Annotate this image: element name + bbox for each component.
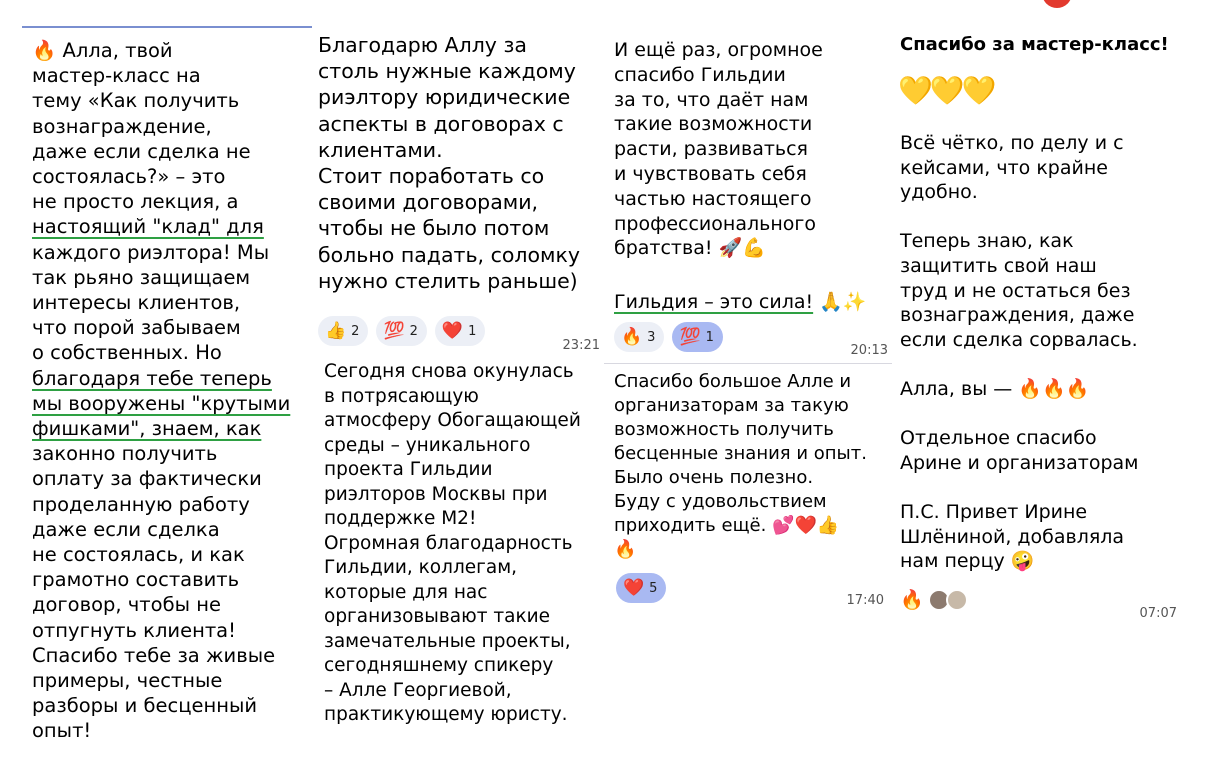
text-line: организаторам за такую — [614, 395, 849, 416]
reaction-emoji: ❤️ — [623, 577, 645, 598]
text-line: если сделка сорвалась. — [900, 328, 1138, 351]
reaction-emoji: 💯 — [679, 326, 701, 347]
text-line: фишками", знаем, как — [32, 417, 262, 441]
reaction-count: 2 — [409, 323, 418, 339]
text-line: Отдельное спасибо — [900, 427, 1097, 450]
text-line: за то, что даёт нам — [614, 88, 809, 111]
text-line: Гильдии, коллегам, — [324, 557, 518, 578]
text-line: даже если сделка — [32, 517, 220, 541]
text-line: благодаря тебе теперь — [32, 366, 272, 390]
message-title: Спасибо за мастер-класс! — [900, 34, 1169, 55]
text-line: среды – уникального — [324, 434, 531, 456]
text-line: Арине и организаторам — [900, 451, 1139, 474]
paragraph — [900, 426, 1139, 475]
reaction-count: 1 — [705, 329, 714, 345]
text-line: профессионального — [614, 212, 816, 235]
text-line: клиентами. — [318, 137, 443, 162]
text-line: Теперь знаю, как — [900, 230, 1074, 253]
motto-line — [614, 290, 867, 314]
text-line: Буду с удовольствием — [614, 491, 827, 512]
reaction-pill[interactable] — [376, 316, 426, 346]
text-line: о собственных. Но — [32, 341, 222, 365]
text-line: П.С. Привет Ирине — [900, 500, 1088, 523]
avatar-edge — [1042, 0, 1072, 8]
paragraph — [900, 229, 1139, 352]
text-line: которые для нас — [324, 581, 488, 603]
text-line: Спасибо большое Алле и — [614, 371, 852, 392]
message-text — [614, 370, 867, 562]
text-line: так рьяно защищаем — [32, 265, 251, 289]
text-line: примеры, честные — [32, 669, 223, 693]
text-line: И ещё раз, огромное — [614, 39, 823, 61]
text-line: нужно стелить раньше) — [318, 268, 578, 293]
text-line: возможность получить — [614, 419, 834, 440]
message-text — [324, 360, 581, 728]
text-line: удобно. — [900, 181, 978, 204]
text-line: грамотно составить — [32, 568, 240, 592]
text-line: Алла, вы — 🔥🔥🔥 — [900, 377, 1090, 400]
text-line: опыт! — [32, 719, 92, 743]
hearts-emoji: 💛💛💛 — [898, 74, 994, 107]
timestamp: 20:13 — [850, 343, 888, 358]
text-line: интересы клиентов, — [32, 291, 241, 315]
text-line: не просто лекция, а — [32, 190, 239, 214]
reaction-bar — [318, 316, 485, 346]
text-line: в потрясающую — [324, 385, 479, 407]
text-line: Было очень полезно. — [614, 467, 814, 488]
text-line: и чувствовать себя — [614, 162, 807, 185]
timestamp: 17:40 — [846, 593, 884, 608]
reaction-count: 3 — [647, 329, 656, 345]
reaction-bar — [900, 588, 968, 611]
reaction-emoji: 🔥 — [621, 326, 643, 347]
text-line: Огромная благодарность — [324, 532, 573, 554]
text-line: поддержке М2! — [324, 508, 477, 529]
message-text — [900, 131, 1139, 574]
text-line: законно получить — [32, 442, 218, 466]
reaction-emoji: ❤️ — [441, 320, 464, 341]
top-accent-line — [22, 26, 314, 28]
text-line: чтобы не было потом — [318, 216, 550, 241]
paragraph — [900, 500, 1139, 574]
text-line: практикующему юристу. — [324, 704, 568, 725]
reaction-pill[interactable] — [614, 322, 664, 352]
motto-text: Гильдия – это сила! — [614, 291, 814, 313]
text-line: оплату за фактически — [32, 467, 262, 491]
message-column-4 — [892, 0, 1215, 760]
text-line: вознаграждения, даже — [900, 304, 1135, 327]
text-line: каждого риэлтора! Мы — [32, 240, 270, 264]
text-line: проекта Гильдии — [324, 459, 493, 480]
pray-sparkles-emoji: 🙏✨ — [819, 291, 867, 313]
text-line: братства! 🚀💪 — [614, 237, 766, 260]
text-line: проделанную работу — [32, 492, 250, 516]
message-text — [32, 38, 290, 744]
text-line: риэлтору юридические — [318, 85, 571, 110]
text-line: договор, чтобы не — [32, 593, 221, 617]
text-line: 🔥 Алла, твой — [32, 39, 173, 62]
timestamp: 23:21 — [562, 338, 600, 353]
reaction-emoji: 👍 — [325, 320, 347, 341]
text-line: столь нужные каждому — [318, 59, 576, 84]
text-line: состоялась?» – это — [32, 165, 226, 189]
reaction-pill[interactable] — [318, 316, 368, 346]
text-line: спасибо Гильдии — [614, 63, 786, 86]
paragraph — [900, 131, 1139, 205]
text-line: кейсами, что крайне — [900, 156, 1108, 179]
text-line: вознаграждение, — [32, 114, 212, 138]
text-line: отпугнуть клиента! — [32, 618, 236, 642]
text-line: разборы и бесценный — [32, 694, 258, 718]
avatar — [946, 589, 968, 611]
text-line: организовывают такие — [324, 606, 551, 627]
reaction-count: 1 — [468, 323, 477, 339]
text-line: приходить ещё. 💕❤️👍 — [614, 515, 840, 536]
text-line: Спасибо тебе за живые — [32, 643, 276, 667]
text-line: Всё чётко, по делу и с — [900, 132, 1124, 154]
text-line: мы вооружены "крутыми — [32, 391, 291, 415]
text-line: Стоит поработать со — [318, 164, 545, 189]
message-column-3 — [604, 0, 898, 760]
text-line: мастер-класс на — [32, 64, 201, 88]
reaction-count: 2 — [351, 323, 360, 339]
reaction-emoji: 💯 — [383, 320, 405, 341]
reaction-pill[interactable] — [672, 322, 722, 352]
text-line: Шлёниной, добавляла — [900, 525, 1125, 548]
text-line: защитить свой наш — [900, 254, 1097, 277]
message-column-2 — [312, 0, 606, 760]
text-line: своими договорами, — [318, 190, 539, 215]
text-line: атмосферу Обогащающей — [324, 410, 581, 431]
divider — [604, 363, 894, 364]
text-line: Благодарю Аллу за — [318, 33, 527, 57]
message-column-1 — [22, 0, 314, 760]
text-line: не состоялась, и как — [32, 543, 245, 567]
fire-emoji: 🔥 — [900, 589, 924, 611]
text-line: что порой забываем — [32, 316, 241, 340]
paragraph — [900, 377, 1139, 402]
text-line: – Алле Георгиевой, — [324, 679, 512, 701]
text-line: Сегодня снова окунулась — [324, 361, 574, 382]
text-line: расти, развиваться — [614, 138, 808, 161]
text-line: аспекты в договорах с — [318, 111, 564, 136]
reaction-bar — [614, 322, 723, 352]
text-line: труд и не остаться без — [900, 279, 1131, 302]
text-line: такие возможности — [614, 113, 813, 136]
text-line: даже если сделка не — [32, 139, 251, 163]
reaction-count: 5 — [649, 580, 658, 596]
reaction-pill[interactable] — [616, 573, 666, 603]
text-line: 🔥 — [614, 539, 637, 560]
text-line: нам перцу 🤪 — [900, 550, 1035, 573]
text-line: настоящий "клад" для — [32, 215, 264, 239]
text-line: бесценные знания и опыт. — [614, 443, 867, 464]
message-text — [318, 32, 580, 294]
text-line: частью настоящего — [614, 187, 812, 210]
text-line: замечательные проекты, — [324, 630, 571, 652]
message-text — [614, 38, 823, 261]
text-line: больно падать, соломку — [318, 242, 581, 267]
reaction-pill[interactable] — [435, 316, 485, 346]
timestamp: 07:07 — [1139, 606, 1177, 621]
reaction-bar — [616, 573, 666, 603]
text-line: тему «Как получить — [32, 89, 240, 113]
text-line: сегодняшнему спикеру — [324, 655, 554, 676]
text-line: риэлторов Москвы при — [324, 483, 548, 505]
